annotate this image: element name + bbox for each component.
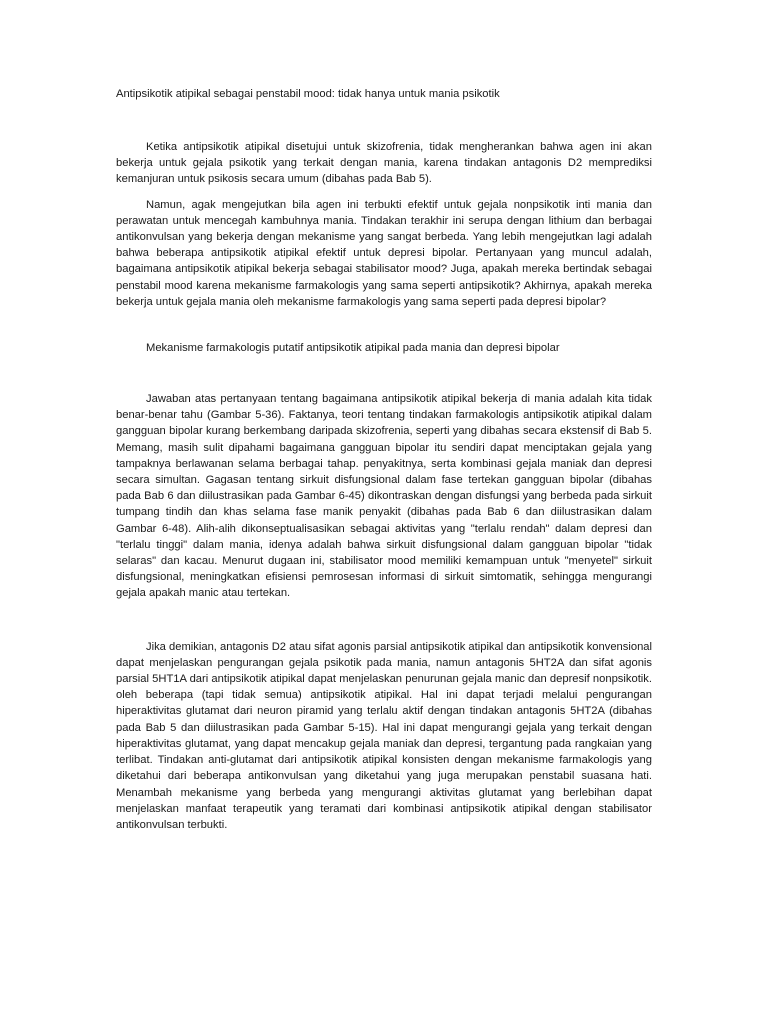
paragraph-intro-2: Namun, agak mengejutkan bila agen ini terbukti efektif untuk gejala nonpsikotik inti mania dan perawatan untuk mencegah kambuhnya mania. Tindakan terakhir ini serupa dengan lithium dan berbagai antikonvulsan yang bekerja dengan mekanisme yang sangat berbeda. Yang lebih mengejutkan lagi adalah bahwa beberapa antipsikotik atipikal efektif untuk depresi bipolar. Pertanyaan yang muncul adalah, bagaimana antipsikotik atipikal bekerja sebagai stabilisator mood? Juga, apakah mereka bertindak sebagai penstabil mood karena mekanisme farmakologis yang sama seperti antipsikotik? Akhirnya, apakah mereka bekerja untuk gejala mania oleh mekanisme farmakologis yang sama seperti pada depresi bipolar? <box>116 198 652 308</box>
paragraph-intro-1: Ketika antipsikotik atipikal disetujui untuk skizofrenia, tidak mengherankan bahwa agen ini akan bekerja untuk gejala psikotik yang terkait dengan mania, karena tindakan antagonis D2 memprediksi kemanjuran untuk psikosis secara umum (dibahas pada Bab 5). <box>116 141 652 186</box>
document-title: Antipsikotik atipikal sebagai penstabil mood: tidak hanya untuk mania psikotik <box>116 88 500 100</box>
spacer <box>116 602 652 639</box>
section-heading: Mekanisme farmakologis putatif antipsikotik atipikal pada mania dan depresi bipolar <box>146 342 560 355</box>
paragraph-section-1: Jawaban atas pertanyaan tentang bagaimana antipsikotik atipikal bekerja di mania adalah kita tidak benar-benar tahu (Gambar 5-36). Faktanya, teori tentang tindakan farmakologis antipsikotik atipikal dalam gangguan bipolar kurang berkembang daripada skizofrenia, seperti yang dibahas secara ekstensif di Bab 5. Memang, masih sulit dipahami bagaimana gangguan bipolar itu sendiri dapat menciptakan gejala yang tampaknya berlawanan selama berbagai tahap. penyakitnya, serta kombinasi gejala maniak dan depresi secara simultan. Gagasan tentang sirkuit disfungsional dalam fase tertekan gangguan bipolar (dibahas pada Bab 6 dan diilustrasikan pada Gambar 6-45) dikontraskan dengan disfungsi yang berbeda pada sirkuit tumpang tindih dan khas selama fase manik penyakit (dibahas pada Bab 6 dan diilustrasikan dalam Gambar 6-48). Alih-alih dikonseptualisasikan sebagai aktivitas yang "terlalu rendah" dalam depresi dan "terlalu tinggi" dalam mania, idenya adalah bahwa sirkuit disfungsional dalam gangguan bipolar "tidak selaras" dan kacau. Menurut dugaan ini, stabilisator mood memiliki kemampuan untuk "menyetel" sirkuit disfungsional, meningkatkan efisiensi pemrosesan informasi di sirkuit simtomatik, sehingga mengurangi gejala apakah manic atau tertekan. <box>116 393 652 600</box>
spacer <box>116 188 652 197</box>
spacer <box>116 102 652 139</box>
spacer <box>116 310 652 340</box>
spacer <box>116 356 652 391</box>
paragraph-section-2: Jika demikian, antagonis D2 atau sifat agonis parsial antipsikotik atipikal dan antipsikotik konvensional dapat menjelaskan pengurangan gejala psikotik pada mania, namun antagonis 5HT2A dan sifat agonis parsial 5HT1A dari antipsikotik atipikal dapat menjelaskan penurunan gejala manic dan depresif nonpsikotik. oleh beberapa (tapi tidak semua) antipsikotik atipikal. Hal ini dapat terjadi melalui pengurangan hiperaktivitas glutamat dari neuron piramid yang terlalu aktif dengan tindakan antagonis 5HT2A (dibahas pada Bab 5 dan diilustrasikan pada Gambar 5-15). Hal ini dapat mengurangi gejala yang terkait dengan hiperaktivitas glutamat, yang dapat mencakup gejala maniak dan depresi, tergantung pada rangkaian yang terlibat. Tindakan anti-glutamat dari antipsikotik atipikal konsisten dengan mekanisme farmakologis yang diketahui dari beberapa antikonvulsan yang diketahui yang juga merupakan penstabil suasana hati. Menambah mekanisme yang berbeda yang mengurangi aktivitas glutamat yang berlebihan dapat menjelaskan manfaat terapeutik yang teramati dari kombinasi antipsikotik atipikal dengan stabilisator antikonvulsan terbukti. <box>116 640 652 831</box>
document-page <box>116 86 652 833</box>
